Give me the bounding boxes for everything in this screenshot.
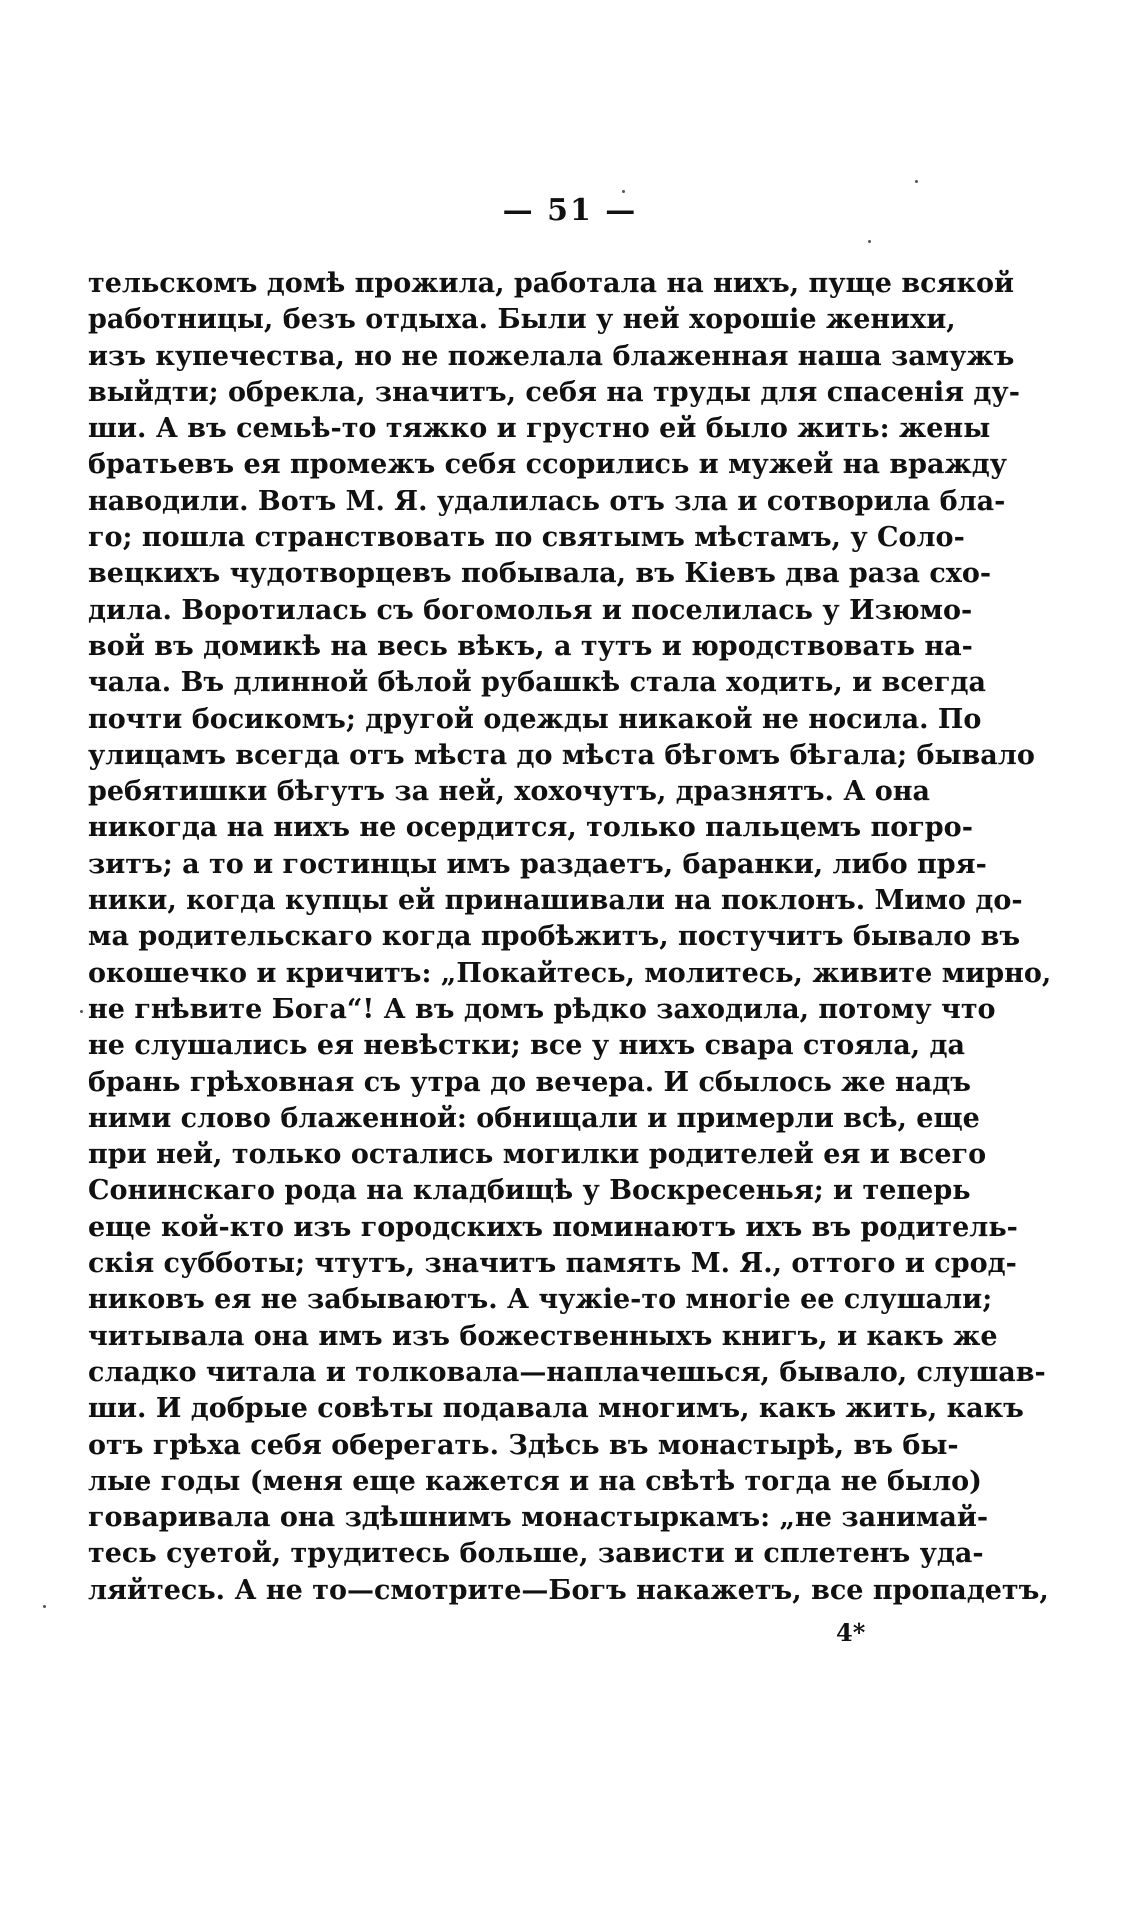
text-line: лые годы (меня еще кажется и на свѣтѣ тогда не было) bbox=[88, 1465, 982, 1497]
text-line: тельскомъ домѣ прожила, работала на нихъ, пуще всякой bbox=[88, 268, 1015, 299]
text-line: Сонинскаго рода на кладбищѣ у Воскресенья; и теперь bbox=[88, 1175, 971, 1207]
text-line: ники, когда купцы ей принашивали на поклонъ. Мимо до- bbox=[88, 885, 1023, 917]
text-line: не гнѣвите Бога“! А въ домъ рѣдко заходила, потому что bbox=[88, 993, 996, 1025]
scan-speck bbox=[43, 1605, 46, 1608]
text-line: тесь суетой, трудитесь больше, зависти и сплетенъ уда- bbox=[88, 1538, 984, 1570]
text-line: еще кой-кто изъ городскихъ поминаютъ ихъ въ родитель- bbox=[88, 1211, 1018, 1243]
text-line: ши. А въ семьѣ-то тяжко и грустно ей было жить: жены bbox=[88, 413, 991, 445]
text-line: вецкихъ чудотворцевъ побывала, въ Кіевъ два раза схо- bbox=[88, 558, 992, 590]
text-line: скія субботы; чтутъ, значитъ память М. Я., оттого и срод- bbox=[88, 1248, 1017, 1280]
text-line: улицамъ всегда отъ мѣста до мѣста бѣгомъ бѣгала; бывало bbox=[88, 739, 1035, 771]
text-line: го; пошла странствовать по святымъ мѣстамъ, у Соло- bbox=[88, 522, 965, 554]
text-line: никовъ ея не забываютъ. А чужіе-то многіе ее слушали; bbox=[88, 1284, 993, 1316]
text-line: при ней, только остались могилки родителей ея и всего bbox=[88, 1139, 987, 1171]
text-line: брань грѣховная съ утра до вечера. И сбылось же надъ bbox=[88, 1066, 971, 1098]
text-line: читывала она имъ изъ божественныхъ книгъ, и какъ же bbox=[88, 1320, 998, 1352]
text-line: чала. Въ длинной бѣлой рубашкѣ стала ходить, и всегда bbox=[88, 667, 986, 699]
text-line: ребятишки бѣгутъ за ней, хохочутъ, дразнятъ. А она bbox=[88, 776, 930, 808]
text-line: выйдти; обрекла, значитъ, себя на труды для спасенія ду- bbox=[88, 376, 1020, 408]
text-line: дила. Воротилась съ богомолья и поселилась у Изюмо- bbox=[88, 594, 973, 626]
text-line: ляйтесь. А не то—смотрите—Богъ накажетъ, все пропадетъ, bbox=[88, 1574, 1049, 1606]
text-line: вой въ домикѣ на весь вѣкъ, а тутъ и юродствовать на- bbox=[88, 630, 973, 662]
text-line: окошечко и кричитъ: „Покайтесь, молитесь, живите мирно, bbox=[88, 957, 1052, 989]
text-line: работницы, безъ отдыха. Были у ней хорошіе женихи, bbox=[88, 304, 956, 336]
text-line: изъ купечества, но не пожелала блаженная наша замужъ bbox=[88, 340, 1015, 372]
page-number: — 51 — bbox=[502, 193, 638, 228]
text-line: братьевъ ея промежъ себя ссорились и мужей на вражду bbox=[88, 449, 1008, 481]
text-line: зитъ; а то и гостинцы имъ раздаетъ, баранки, либо пря- bbox=[88, 848, 987, 880]
signature-mark: 4* bbox=[836, 1618, 866, 1647]
text-line: почти босикомъ; другой одежды никакой не носила. По bbox=[88, 703, 982, 735]
scan-speck bbox=[868, 240, 871, 243]
text-line: не слушались ея невѣстки; все у нихъ свара стояла, да bbox=[88, 1030, 965, 1062]
text-line: отъ грѣха себя оберегать. Здѣсь въ монастырѣ, въ бы- bbox=[88, 1429, 959, 1461]
text-line: ши. И добрые совѣты подавала многимъ, какъ жить, какъ bbox=[88, 1393, 1024, 1425]
text-line: никогда на нихъ не осердится, только пальцемъ погро- bbox=[88, 812, 973, 844]
scan-speck bbox=[915, 180, 918, 183]
text-line: наводили. Вотъ М. Я. удалилась отъ зла и сотворила бла- bbox=[88, 485, 1006, 517]
text-line: сладко читала и толковала—наплачешься, бывало, слушав- bbox=[88, 1356, 1046, 1388]
text-line: ма родительскаго когда пробѣжитъ, постучитъ бывало въ bbox=[88, 921, 1021, 953]
scan-speck bbox=[622, 190, 625, 193]
scan-speck bbox=[80, 1010, 83, 1013]
text-line: говаривала она здѣшнимъ монастыркамъ: „не занимай- bbox=[88, 1502, 989, 1534]
body-text bbox=[88, 266, 1052, 1609]
text-line: ними слово блаженной: обнищали и примерли всѣ, еще bbox=[88, 1102, 980, 1134]
